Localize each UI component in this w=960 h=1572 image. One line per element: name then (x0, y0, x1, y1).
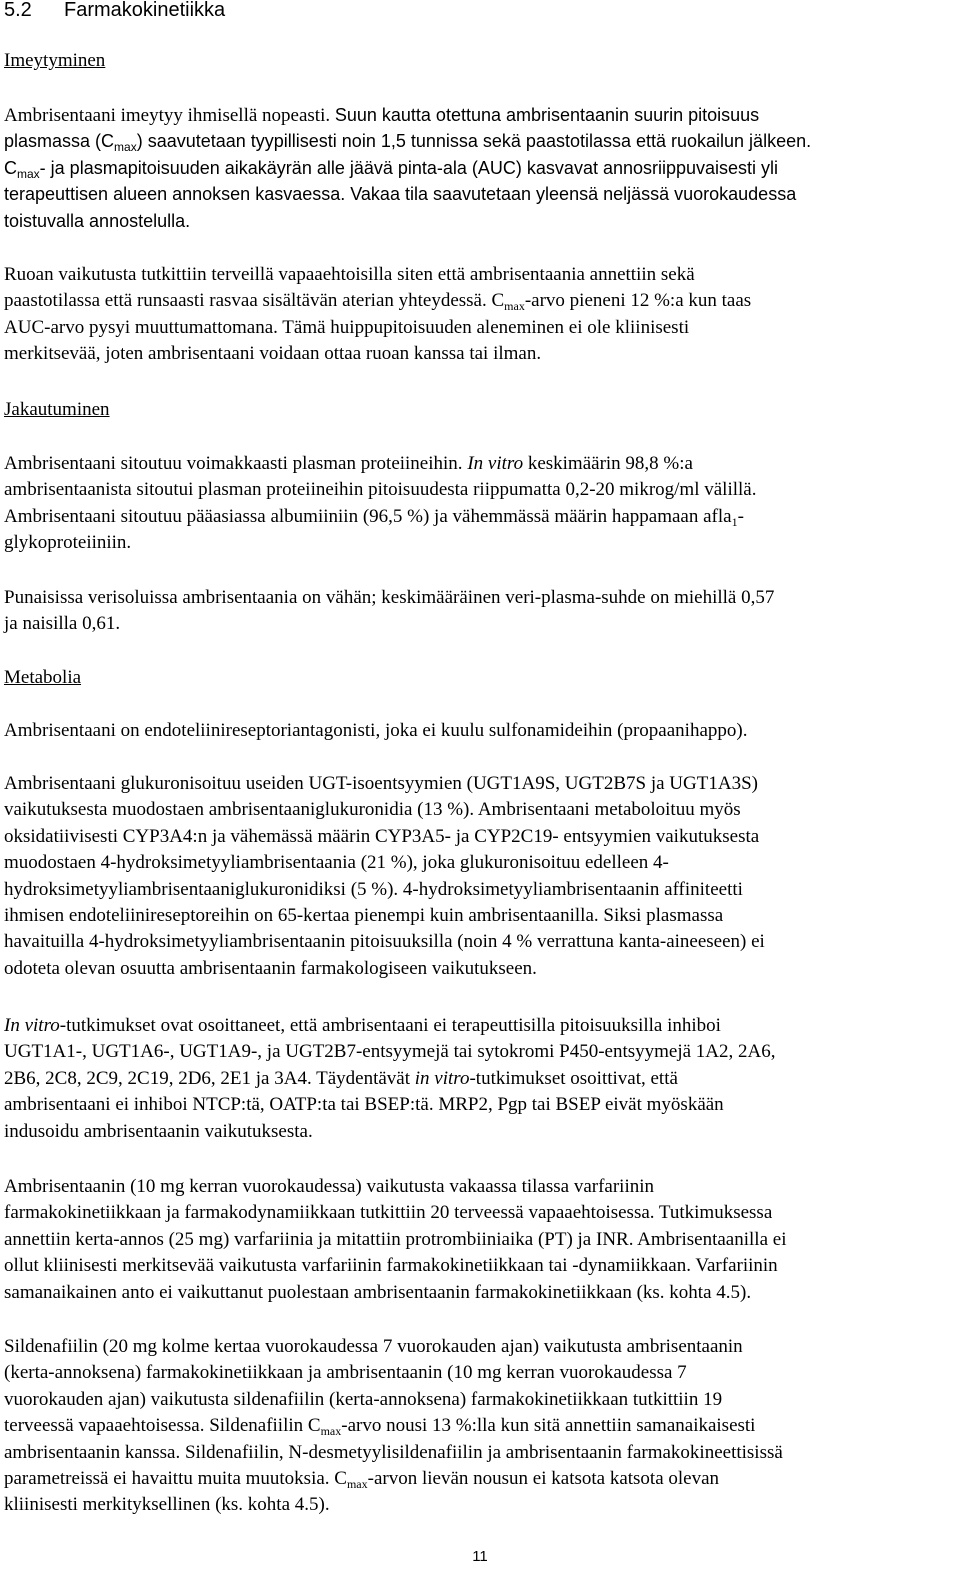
text-fragment: -arvo pieneni 12 %:a kun taas (524, 290, 752, 312)
section-number: 5.2 (4, 0, 32, 21)
text-line: annettiin kerta-annos (25 mg) varfariinia ja mitattiin protrombiiniaika (PT) ja INR. Ambrisentaanilla ei (4, 1228, 787, 1250)
subscript-text: 1 (731, 514, 738, 529)
text-fragment: terveessä vapaaehtoisessa. Sildenafiilin C (4, 1415, 321, 1437)
text-line: farmakokinetiikkaan ja farmakodynamiikkaan tutkittiin 20 terveessä vapaaehtoisessa. Tutkimuksessa (4, 1202, 773, 1224)
text-line (4, 155, 960, 181)
section-title: Farmakokinetiikka (64, 0, 226, 21)
paragraph-glucuronidation (4, 771, 960, 982)
paragraph-metabolism-intro (4, 718, 960, 744)
text-line: odoteta olevan osuutta ambrisentaanin farmakologiseen vaikutukseen. (4, 957, 537, 979)
text-line (4, 181, 960, 207)
text-fragment: -arvo nousi 13 %:lla kun sitä annettiin samanaikaisesti (341, 1415, 756, 1437)
text-fragment: C (4, 157, 17, 178)
text-line: indusoidu ambrisentaanin vaikutuksesta. (4, 1120, 313, 1142)
text-fragment: -tutkimukset osoittivat, että (469, 1067, 678, 1089)
text-line (4, 504, 960, 530)
text-line: ihmisen endoteliinireseptoreihin on 65-kertaa pienempi kuin ambrisentaanilla. Siksi plasmassa (4, 904, 724, 926)
text-fragment: AUC-arvo pysyi muuttumattomana. (4, 316, 283, 338)
subheading-metabolia: Metabolia (4, 667, 82, 688)
text-line: ja naisilla 0,61. (4, 613, 121, 635)
italic-text: In vitro (467, 453, 524, 474)
text-line: Ambrisentaani on endoteliinireseptoriantagonisti, joka ei kuulu sulfonamideihin (propaanihappo). (4, 720, 748, 741)
paragraph-in-vitro (4, 1013, 960, 1145)
page-number: 11 (472, 1548, 488, 1565)
text-line: Ambrisentaani glukuronisoituu useiden UGT-isoentsyymien (UGT1A9S, UGT2B7S ja UGT1A3S) (4, 773, 758, 794)
text-line (4, 128, 960, 154)
subscript-text: max (346, 1476, 368, 1491)
text-line (4, 102, 960, 128)
subheading-jakautuminen: Jakautuminen (4, 399, 110, 420)
subscript-text: max (17, 166, 40, 181)
paragraph-warfarin (4, 1174, 960, 1306)
text-fragment: - (737, 505, 744, 527)
paragraph-absorption (4, 102, 960, 234)
text-fragment: ) saavutetaan tyypillisesti noin 1,5 tunnissa sekä paastotilassa että ruokailun jälkeen. (136, 131, 812, 152)
text-line (4, 1466, 960, 1492)
text-line (4, 1013, 960, 1039)
subscript-text: max (320, 1424, 342, 1439)
text-line: havaituilla 4-hydroksimetyyliambrisentaanin pitoisuuksilla (noin 4 % verrattuna kanta-aineeseen) ei (4, 931, 765, 953)
text-line: Ruoan vaikutusta tutkittiin terveillä vapaaehtoisilla siten että ambrisentaania annettiin sekä (4, 264, 695, 285)
text-line: muodostaen 4-hydroksimetyyliambrisentaania (21 %), joka glukuronisoituu edelleen 4- (4, 852, 669, 874)
text-line: toistuvalla annostelulla. (4, 210, 191, 231)
text-line: ambrisentaanin kanssa. Sildenafiilin, N-desmetyylisildenafiilin ja ambrisentaanin farmakokineettisissä (4, 1441, 783, 1463)
text-line: Ambrisentaanin (10 mg kerran vuorokaudessa) vaikutusta vakaassa tilassa varfariinin (4, 1176, 655, 1197)
text-fragment: 2B6, 2C8, 2C9, 2C19, 2D6, 2E1 ja 3A4. Täydentävät (4, 1067, 415, 1089)
text-line: Punaisissa verisoluissa ambrisentaania on vähän; keskimääräinen veri-plasma-suhde on miehillä 0,57 (4, 587, 775, 608)
text-fragment: terapeuttisen alueen annoksen kasvaessa. (4, 184, 351, 205)
text-fragment: Ambrisentaani sitoutuu pääasiassa albumiiniin (96,5 %) ja vähemmässä määrin happamaan afla (4, 505, 732, 527)
text-fragment: parametreissä ei havaittu muita muutoksia. C (4, 1467, 347, 1489)
section-heading (4, 0, 225, 20)
text-line (4, 315, 960, 341)
text-line: UGT1A1-, UGT1A6-, UGT1A9-, ja UGT2B7-entsyymejä tai sytokromi P450-entsyymejä 1A2, 2A6, (4, 1041, 776, 1063)
paragraph-sildenafil (4, 1334, 960, 1519)
subscript-text: max (114, 140, 137, 155)
italic-text: in vitro (414, 1067, 470, 1089)
text-line: ollut kliinisesti merkitsevää vaikutusta varfariinin farmakokinetiikkaan tai -dynamiikkaan. Varfariinin (4, 1255, 778, 1277)
paragraph-distribution (4, 451, 960, 557)
text-line: glykoproteiiniin. (4, 532, 132, 554)
text-fragment: Tämä huippupitoisuuden aleneminen ei ole kliinisesti (282, 316, 690, 338)
text-line: Sildenafiilin (20 mg kolme kertaa vuorokaudessa 7 vuorokauden ajan) vaikutusta ambrisentaanin (4, 1336, 743, 1357)
text-line (4, 1066, 960, 1092)
text-fragment: - ja plasmapitoisuuden aikakäyrän alle jäävä pinta-ala (AUC) kasvavat annosriippuvaisesti yli (39, 157, 779, 178)
text-line (4, 451, 960, 477)
text-fragment: plasmassa (C (4, 131, 115, 152)
text-line (4, 1413, 960, 1439)
text-fragment: Suun kautta otettuna ambrisentaanin suurin pitoisuus (334, 105, 760, 125)
paragraph-red-cells (4, 585, 960, 638)
text-fragment: Ambrisentaani sitoutuu voimakkaasti plasman proteiineihin. (4, 453, 468, 474)
text-fragment: Vakaa tila saavutetaan yleensä neljässä vuorokaudessa (350, 184, 797, 205)
subheading-imeytyminen: Imeytyminen (4, 50, 106, 71)
text-fragment: -tutkimukset ovat osoittaneet, että ambrisentaani ei terapeuttisilla pitoisuuksilla inhiboi (59, 1015, 721, 1036)
text-line: vuorokauden ajan) vaikutusta sildenafiilin (kerta-annoksena) farmakokinetiikkaan tutkittiin 19 (4, 1388, 723, 1410)
paragraph-food-effect (4, 262, 960, 368)
text-line: ambrisentaani ei inhiboi NTCP:tä, OATP:ta tai BSEP:tä. MRP2, Pgp tai BSEP eivät myöskään (4, 1094, 724, 1116)
subscript-text: max (504, 299, 525, 314)
text-line: oksidatiivisesti CYP3A4:n ja vähemässä määrin CYP3A5- ja CYP2C19- entsyymien vaikutuksesta (4, 825, 760, 847)
text-line: (kerta-annoksena) farmakokinetiikkaan ja ambrisentaanin (10 mg kerran vuorokaudessa 7 (4, 1362, 687, 1384)
text-line: ambrisentaanista sitoutui plasman proteiineihin pitoisuudesta riippumatta 0,2-20 mikrog/ml välillä. (4, 479, 757, 501)
text-line: merkitsevää, joten ambrisentaani voidaan ottaa ruoan kanssa tai ilman. (4, 343, 542, 365)
text-line: samanaikainen anto ei vaikuttanut puolestaan ambrisentaanin farmakokinetiikkaan (ks. kohta 4.5). (4, 1281, 752, 1303)
text-line: vaikutuksesta muodostaen ambrisentaaniglukuronidia (13 %). Ambrisentaani metaboloituu myös (4, 799, 741, 821)
text-line (4, 288, 960, 314)
text-fragment: keskimäärin 98,8 %:a (523, 453, 693, 474)
text-fragment: -arvon lievän nousun ei katsota katsota olevan (367, 1467, 720, 1489)
text-line: kliinisesti merkityksellinen (ks. kohta 4.5). (4, 1494, 330, 1516)
text-line: hydroksimetyyliambrisentaaniglukuronidiksi (5 %). 4-hydroksimetyyliambrisentaanin affiniteetti (4, 878, 743, 900)
text-fragment: Ambrisentaani imeytyy ihmisellä nopeasti. (4, 105, 335, 126)
italic-text: In vitro (4, 1015, 60, 1036)
text-fragment: paastotilassa että runsaasti rasvaa sisältävän aterian yhteydessä. C (4, 290, 505, 312)
